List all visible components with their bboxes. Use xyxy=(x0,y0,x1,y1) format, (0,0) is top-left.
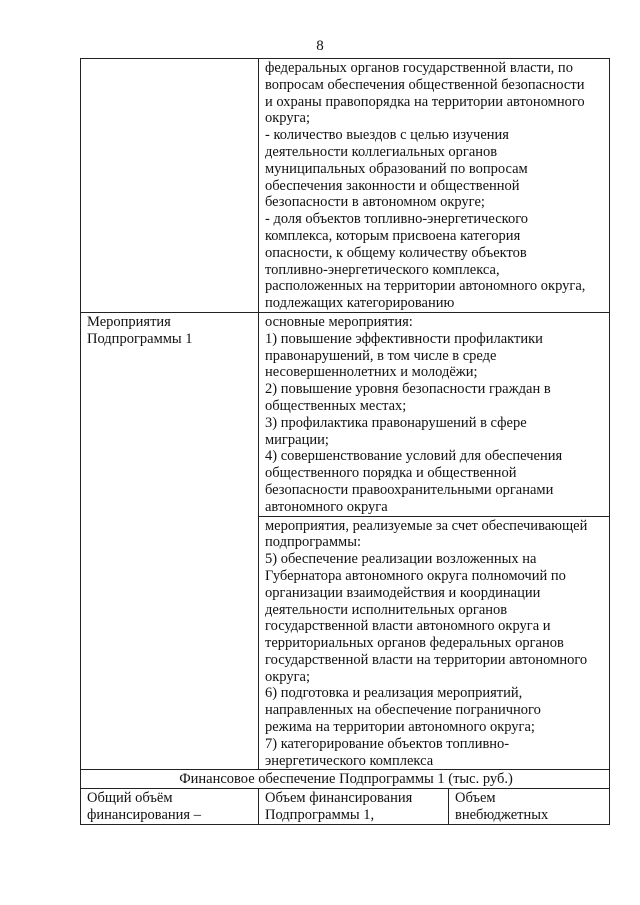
text-line: округа; xyxy=(265,668,311,685)
volume-label-line: Подпрограммы 1, xyxy=(265,807,375,824)
total-financing-label-cell xyxy=(81,789,259,825)
text-line: опасности, к общему количеству объектов xyxy=(265,244,527,261)
text-line: 2) повышение уровня безопасности граждан в xyxy=(265,381,551,398)
activities-label-cell xyxy=(81,312,259,770)
activities-label-line: Мероприятия xyxy=(87,313,171,330)
text-line: топливно-энергетического комплекса, xyxy=(265,261,500,278)
text-line: основные мероприятия: xyxy=(265,313,413,330)
text-line: подпрограммы: xyxy=(265,534,361,551)
financing-row xyxy=(81,789,610,825)
main-activities-cell xyxy=(259,312,610,516)
targets-row xyxy=(81,59,610,313)
text-line: деятельности исполнительных органов xyxy=(265,601,508,618)
subprogram-passport-table xyxy=(80,58,610,825)
targets-continued-cell xyxy=(259,59,610,313)
text-line: правонарушений, в том числе в среде xyxy=(265,347,497,364)
text-line: безопасности в автономном округе; xyxy=(265,194,485,211)
volume-label-line: Объем финансирования xyxy=(265,790,413,807)
text-line: и охраны правопорядка на территории автономного xyxy=(265,93,585,110)
text-line: расположенных на территории автономного округа, xyxy=(265,278,586,295)
text-line: несовершеннолетних и молодёжи; xyxy=(265,364,478,381)
text-line: 1) повышение эффективности профилактики xyxy=(265,330,543,347)
financing-header-row xyxy=(81,770,610,789)
activities-label-line: Подпрограммы 1 xyxy=(87,330,193,347)
support-activities-cell xyxy=(259,516,610,770)
empty-label-cell xyxy=(81,59,259,313)
text-line: организации взаимодействия и координации xyxy=(265,584,541,601)
page-number: 8 xyxy=(316,38,324,54)
total-label-line: финансирования – xyxy=(87,807,201,824)
text-line: вопросам обеспечения общественной безопасности xyxy=(265,76,585,93)
extrabudget-label-cell xyxy=(449,789,610,825)
text-line: комплекса, которым присвоена категория xyxy=(265,227,521,244)
text-line: - количество выездов с целью изучения xyxy=(265,127,509,144)
text-line: обеспечения законности и общественной xyxy=(265,177,520,194)
text-line: 3) профилактика правонарушений в сфере xyxy=(265,414,527,431)
text-line: безопасности правоохранительными органами xyxy=(265,481,554,498)
text-line: 4) совершенствование условий для обеспечения xyxy=(265,448,563,465)
text-line: федеральных органов государственной власти, по xyxy=(265,60,573,76)
text-line: автономного округа xyxy=(265,498,388,515)
text-line: государственной власти автономного округа и xyxy=(265,618,551,635)
financing-header: Финансовое обеспечение Подпрограммы 1 (тыс. руб.) xyxy=(81,770,610,789)
text-line: - доля объектов топливно-энергетического xyxy=(265,211,529,228)
text-line: 6) подготовка и реализация мероприятий, xyxy=(265,685,523,702)
text-line: направленных на обеспечение пограничного xyxy=(265,702,541,719)
text-line: мероприятия, реализуемые за счет обеспечивающей xyxy=(265,517,588,534)
extrabudget-label-line: Объем xyxy=(455,790,496,807)
text-line: энергетического комплекса xyxy=(265,752,434,769)
text-line: государственной власти на территории автономного xyxy=(265,651,588,668)
text-line: Губернатора автономного округа полномочий по xyxy=(265,567,566,584)
text-line: территориальных органов федеральных органов xyxy=(265,635,564,652)
text-line: 7) категорирование объектов топливно- xyxy=(265,735,510,752)
text-line: общественного порядка и общественной xyxy=(265,465,517,482)
text-line: 5) обеспечение реализации возложенных на xyxy=(265,551,537,568)
text-line: миграции; xyxy=(265,431,329,448)
text-line: муниципальных образований по вопросам xyxy=(265,160,528,177)
text-line: округа; xyxy=(265,110,311,127)
extrabudget-label-line: внебюджетных xyxy=(455,807,549,824)
volume-label-cell xyxy=(259,789,449,825)
text-line: подлежащих категорированию xyxy=(265,295,455,312)
text-line: режима на территории автономного округа; xyxy=(265,719,535,736)
text-line: деятельности коллегиальных органов xyxy=(265,143,498,160)
activities-row xyxy=(81,312,610,516)
text-line: общественных местах; xyxy=(265,397,407,414)
total-label-line: Общий объём xyxy=(87,790,173,807)
